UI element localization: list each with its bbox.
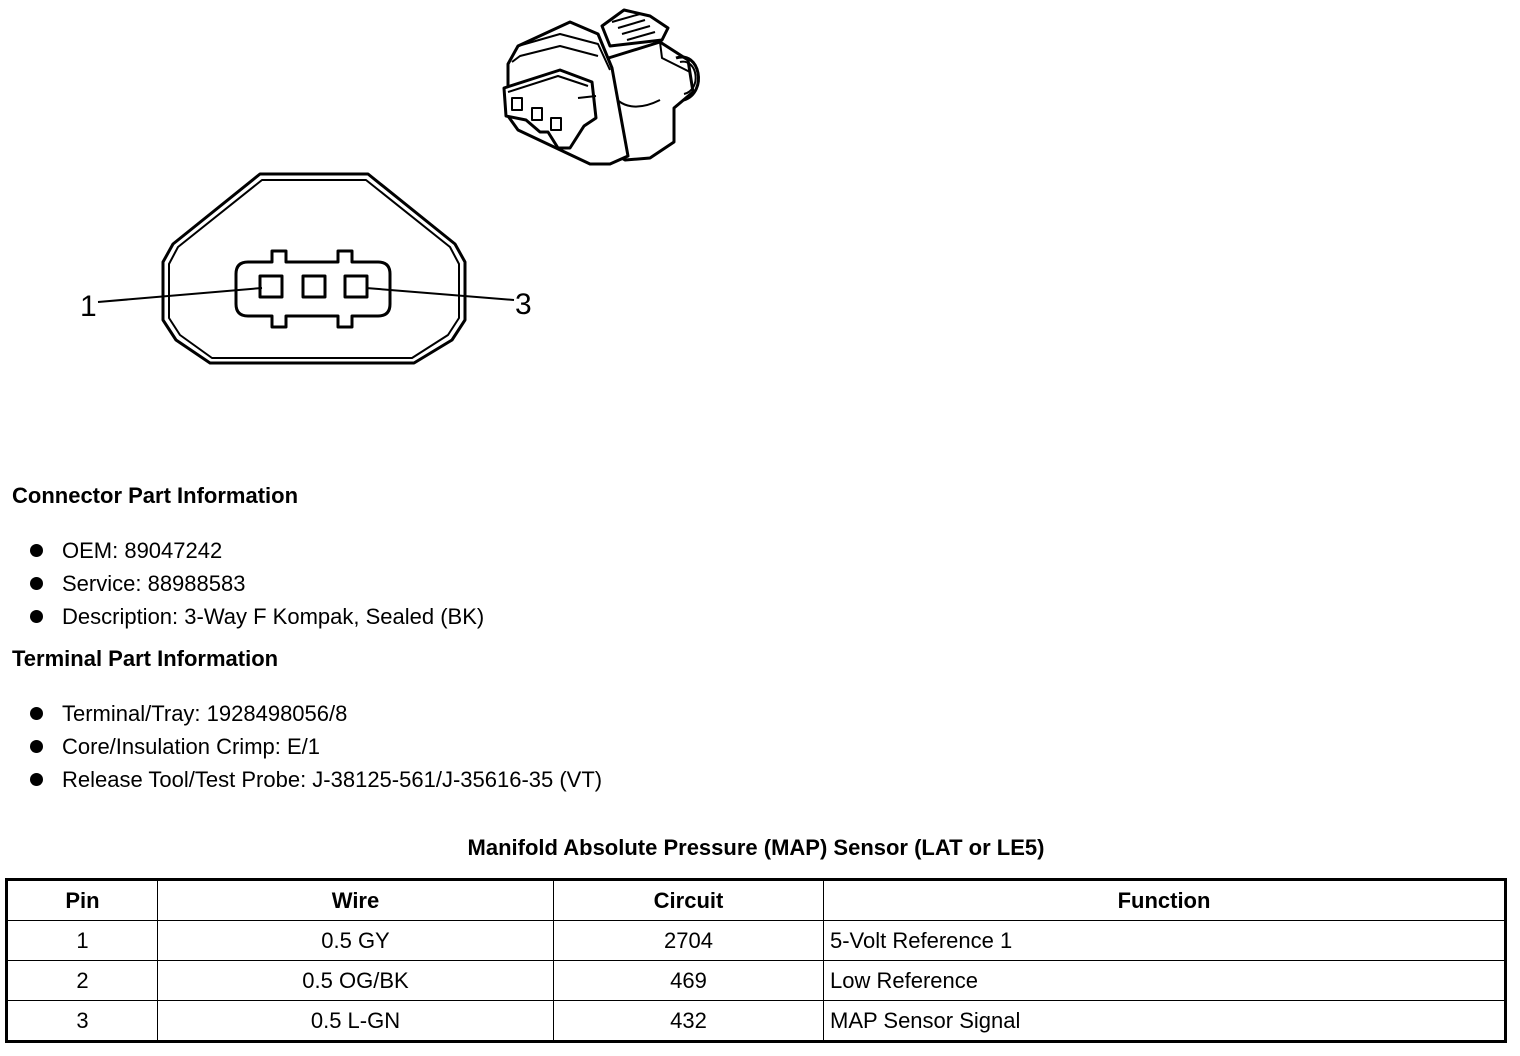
cell-wire: 0.5 OG/BK xyxy=(158,961,554,1001)
connector-service-item: Service: 88988583 xyxy=(28,567,484,600)
cell-function: 5-Volt Reference 1 xyxy=(824,921,1506,961)
table-header-row xyxy=(7,880,1506,921)
terminal-tray-item: Terminal/Tray: 1928498056/8 xyxy=(28,697,602,730)
header-pin: Pin xyxy=(7,880,158,921)
terminal-tool-item: Release Tool/Test Probe: J-38125-561/J-35616-35 (VT) xyxy=(28,763,602,796)
pin-3-leader-line xyxy=(366,288,514,300)
pin-table-title: Manifold Absolute Pressure (MAP) Sensor (LAT or LE5) xyxy=(467,835,1045,860)
table-row xyxy=(7,961,1506,1001)
cell-circuit: 432 xyxy=(554,1001,824,1042)
connector-face-view xyxy=(98,174,514,363)
pin-1-label: 1 xyxy=(80,290,97,323)
table-row xyxy=(7,921,1506,961)
cell-wire: 0.5 GY xyxy=(158,921,554,961)
cell-function: MAP Sensor Signal xyxy=(824,1001,1506,1042)
connector-3d-illustration xyxy=(504,10,698,164)
cell-wire: 0.5 L-GN xyxy=(158,1001,554,1042)
header-wire: Wire xyxy=(158,880,554,921)
terminal-info-list xyxy=(28,697,602,796)
terminal-info-title: Terminal Part Information xyxy=(12,646,279,671)
pin-3-label: 3 xyxy=(515,288,532,321)
connector-oem-item: OEM: 89047242 xyxy=(28,534,484,567)
connector-info-title: Connector Part Information xyxy=(12,483,299,508)
pin-cavity-1 xyxy=(260,276,282,297)
connector-diagram xyxy=(0,0,1520,420)
header-function: Function xyxy=(824,880,1506,921)
cell-pin: 2 xyxy=(7,961,158,1001)
table-row xyxy=(7,1001,1506,1042)
cell-pin: 1 xyxy=(7,921,158,961)
pin-cavity-3 xyxy=(345,276,367,297)
cell-circuit: 2704 xyxy=(554,921,824,961)
cell-circuit: 469 xyxy=(554,961,824,1001)
header-circuit: Circuit xyxy=(554,880,824,921)
cell-pin: 3 xyxy=(7,1001,158,1042)
terminal-crimp-item: Core/Insulation Crimp: E/1 xyxy=(28,730,602,763)
pin-cavity-2 xyxy=(303,276,325,297)
connector-info-list xyxy=(28,534,484,633)
pin-table xyxy=(5,878,1507,1043)
cell-function: Low Reference xyxy=(824,961,1506,1001)
connector-description-item: Description: 3-Way F Kompak, Sealed (BK) xyxy=(28,600,484,633)
